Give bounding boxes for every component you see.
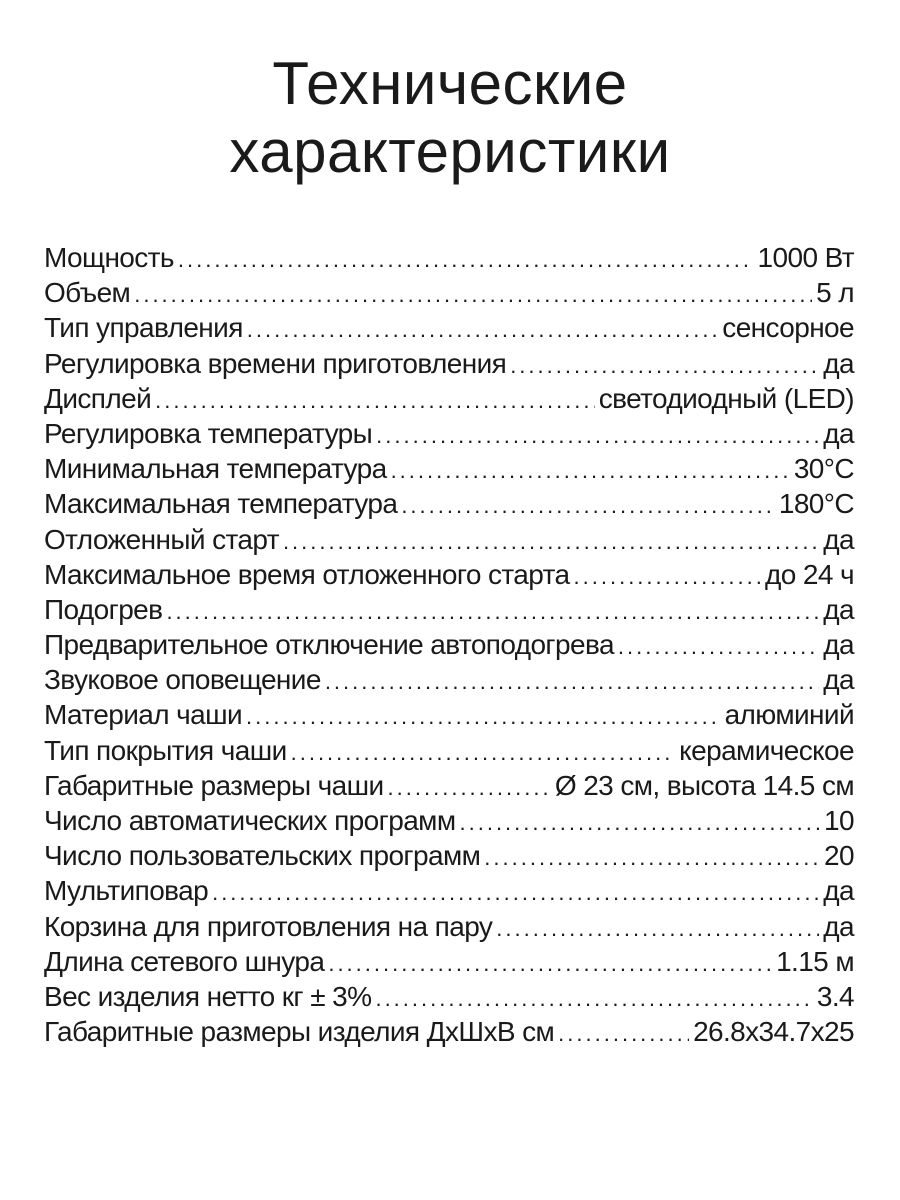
page-title bbox=[0, 50, 900, 186]
dot-leader bbox=[574, 559, 761, 594]
dot-leader bbox=[246, 699, 721, 734]
spec-label: Число автоматических программ bbox=[44, 805, 456, 836]
dot-leader bbox=[496, 911, 819, 946]
spec-value: да bbox=[823, 523, 854, 555]
dot-leader bbox=[212, 875, 819, 910]
dot-leader bbox=[166, 594, 819, 629]
spec-label: Отложенный старт bbox=[44, 523, 279, 555]
spec-row bbox=[44, 979, 854, 1014]
spec-row bbox=[44, 522, 854, 557]
spec-label: Предварительное отключение автоподогрева bbox=[44, 629, 614, 661]
spec-label: Мультиповар bbox=[44, 875, 209, 907]
spec-row bbox=[44, 662, 854, 697]
dot-leader bbox=[460, 805, 821, 840]
spec-value: Ø 23 см, высота 14.5 см bbox=[554, 769, 854, 801]
spec-row bbox=[44, 838, 854, 873]
dot-leader bbox=[391, 453, 790, 488]
spec-row bbox=[44, 557, 854, 592]
spec-row bbox=[44, 381, 854, 416]
spec-row bbox=[44, 416, 854, 451]
spec-value: да bbox=[823, 875, 854, 907]
spec-row bbox=[44, 486, 854, 521]
spec-row bbox=[44, 803, 854, 838]
spec-value: да bbox=[823, 417, 854, 449]
spec-label: Мощность bbox=[44, 242, 174, 273]
page-title-line-1: Технические bbox=[272, 50, 628, 117]
spec-label: Максимальная температура bbox=[44, 488, 398, 520]
dot-leader bbox=[155, 383, 595, 418]
spec-row bbox=[44, 697, 854, 732]
dot-leader bbox=[401, 488, 775, 523]
dot-leader bbox=[558, 1016, 689, 1051]
spec-value: да bbox=[823, 664, 854, 696]
spec-value: 30°С bbox=[793, 453, 854, 485]
spec-value: 3.4 bbox=[816, 980, 854, 1012]
dot-leader bbox=[375, 981, 812, 1016]
spec-label: Объем bbox=[44, 277, 131, 309]
spec-value: да bbox=[823, 629, 854, 661]
spec-row bbox=[44, 768, 854, 803]
spec-value: 26.8x34.7x25 bbox=[693, 1016, 854, 1048]
dot-leader bbox=[325, 664, 819, 699]
spec-label: Габаритные размеры изделия ДхШхВ см bbox=[44, 1016, 555, 1048]
spec-label: Габаритные размеры чаши bbox=[44, 769, 384, 801]
spec-value: алюминий bbox=[724, 699, 854, 731]
spec-label: Длина сетевого шнура bbox=[44, 945, 325, 977]
spec-row bbox=[44, 346, 854, 381]
spec-label: Регулировка времени приготовления bbox=[44, 347, 507, 379]
spec-value: да bbox=[823, 593, 854, 625]
spec-value: да bbox=[823, 910, 854, 942]
spec-label: Дисплей bbox=[44, 382, 152, 414]
spec-label: Тип управления bbox=[44, 312, 243, 344]
dot-leader bbox=[328, 946, 772, 981]
spec-value: да bbox=[823, 347, 854, 379]
spec-row bbox=[44, 451, 854, 486]
spec-value: 20 bbox=[824, 840, 854, 872]
spec-value: сенсорное bbox=[722, 312, 854, 344]
spec-row bbox=[44, 733, 854, 768]
spec-value: 1.15 м bbox=[776, 945, 854, 977]
spec-row bbox=[44, 240, 854, 275]
spec-row bbox=[44, 944, 854, 979]
spec-value: светодиодный (LED) bbox=[598, 382, 854, 414]
dot-leader bbox=[484, 840, 820, 875]
spec-value: до 24 ч bbox=[764, 558, 854, 590]
dot-leader bbox=[510, 348, 819, 383]
page-title-line-2: характеристики bbox=[229, 118, 671, 185]
spec-label: Регулировка температуры bbox=[44, 417, 373, 449]
spec-label: Звуковое оповещение bbox=[44, 664, 321, 696]
spec-value: 1000 Вт bbox=[757, 242, 854, 273]
dot-leader bbox=[247, 312, 719, 347]
spec-value: 10 bbox=[824, 805, 854, 836]
dot-leader bbox=[376, 418, 819, 453]
spec-value: 5 л bbox=[816, 277, 854, 309]
spec-label: Подогрев bbox=[44, 593, 163, 625]
spec-row bbox=[44, 873, 854, 908]
spec-label: Вес изделия нетто кг ± 3% bbox=[44, 980, 372, 1012]
dot-leader bbox=[178, 242, 754, 277]
spec-row bbox=[44, 310, 854, 345]
spec-row bbox=[44, 1014, 854, 1049]
spec-row bbox=[44, 909, 854, 944]
spec-label: Корзина для приготовления на пару bbox=[44, 910, 493, 942]
spec-row bbox=[44, 275, 854, 310]
spec-label: Число пользовательских программ bbox=[44, 840, 481, 872]
spec-label: Минимальная температура bbox=[44, 453, 387, 485]
spec-row bbox=[44, 627, 854, 662]
dot-leader bbox=[291, 735, 676, 770]
spec-label: Максимальное время отложенного старта bbox=[44, 558, 570, 590]
spec-label: Тип покрытия чаши bbox=[44, 734, 287, 766]
dot-leader bbox=[283, 524, 819, 559]
dot-leader bbox=[388, 770, 551, 805]
spec-value: 180°С bbox=[778, 488, 854, 520]
spec-value: керамическое bbox=[679, 734, 854, 766]
dot-leader bbox=[134, 277, 812, 312]
dot-leader bbox=[618, 629, 819, 664]
specifications-list bbox=[44, 240, 854, 1049]
spec-label: Материал чаши bbox=[44, 699, 243, 731]
spec-row bbox=[44, 592, 854, 627]
